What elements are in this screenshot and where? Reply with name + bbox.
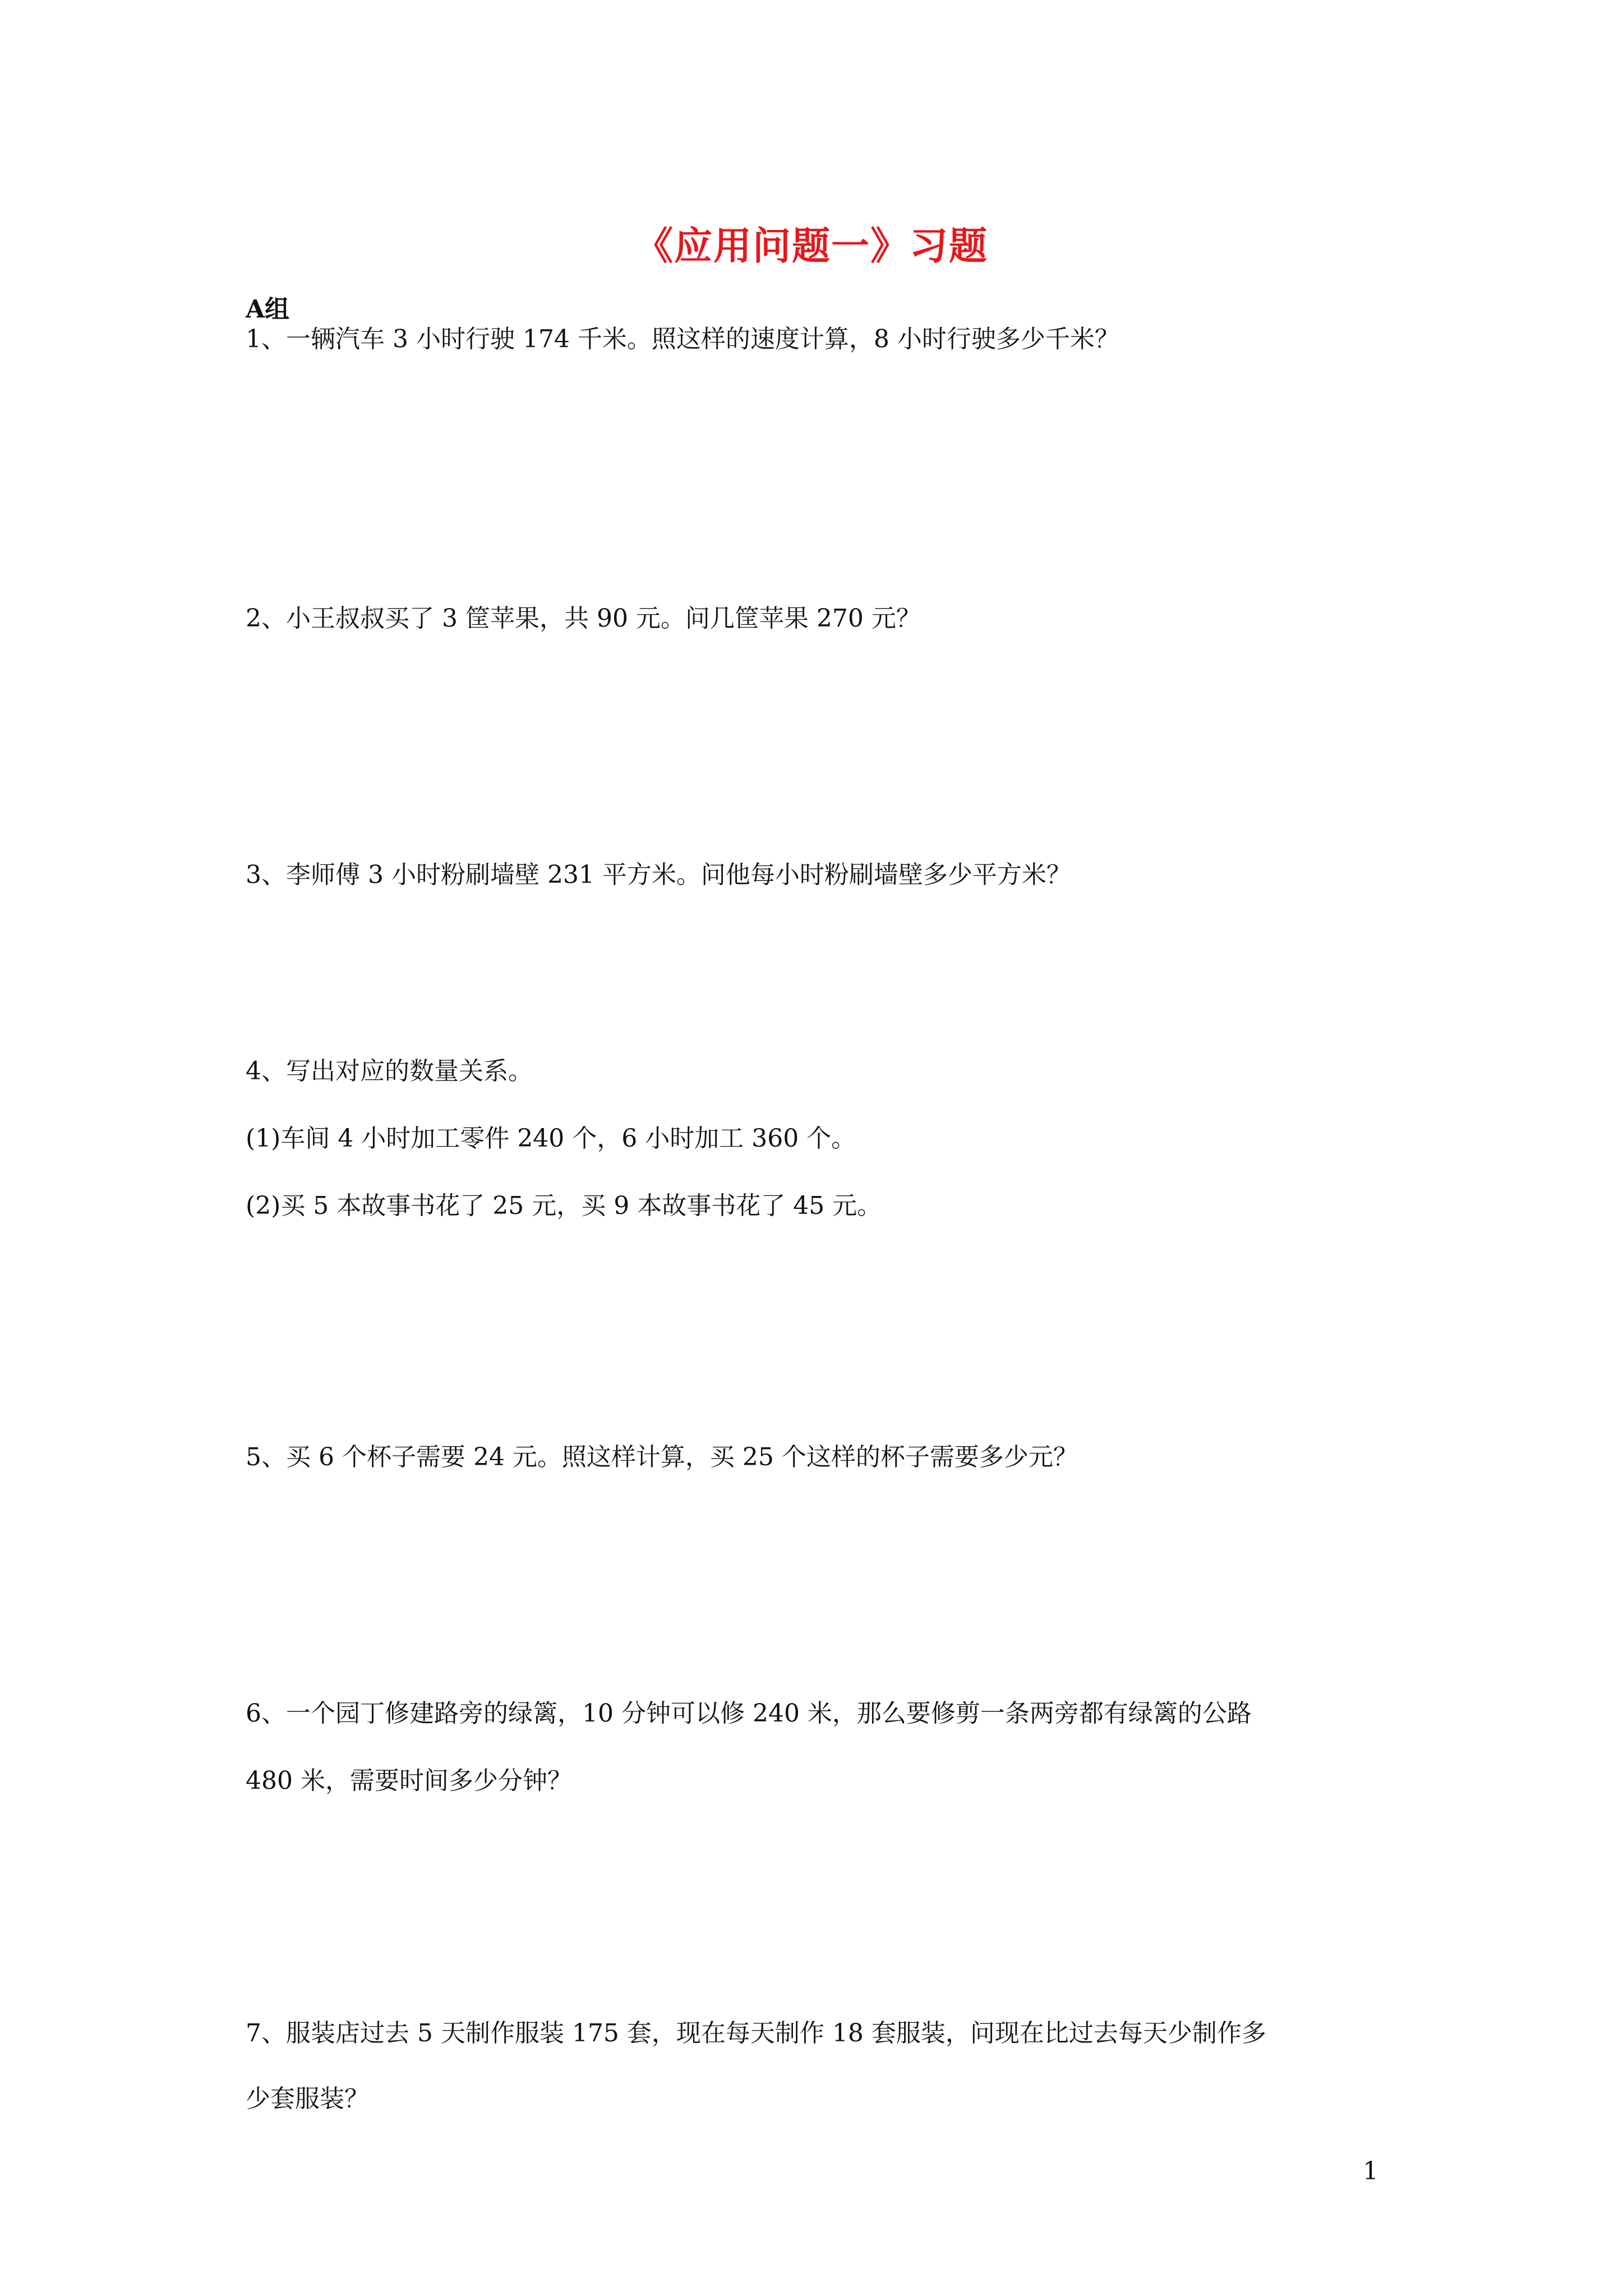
question-6-line-1: 6、一个园丁修建路旁的绿篱，10 分钟可以修 240 米，那么要修剪一条两旁都有绿篱的公路 [246, 1699, 1252, 1728]
page-number: 1 [1363, 2157, 1378, 2185]
question-5-line-1: 5、买 6 个杯子需要 24 元。照这样计算，买 25 个这样的杯子需要多少元？ [246, 1443, 1078, 1471]
question-7-line-2: 少套服装？ [246, 2085, 369, 2113]
document-title: 《应用问题一》习题 [634, 224, 988, 269]
question-3-line-1: 3、李师傅 3 小时粉刷墙壁 231 平方米。问他每小时粉刷墙壁多少平方米？ [246, 861, 1071, 889]
question-1-line-1: 1、一辆汽车 3 小时行驶 174 千米。照这样的速度计算，8 小时行驶多少千米？ [246, 325, 1119, 353]
question-2-line-1: 2、小王叔叔买了 3 筐苹果，共 90 元。问几筐苹果 270 元？ [246, 604, 921, 633]
question-4-line-3: (2)买 5 本故事书花了 25 元，买 9 本故事书花了 45 元。 [246, 1191, 882, 1220]
question-4-line-2: (1)车间 4 小时加工零件 240 个，6 小时加工 360 个。 [246, 1124, 856, 1153]
question-7-line-1: 7、服装店过去 5 天制作服装 175 套，现在每天制作 18 套服装，问现在比过去每天少制作多 [246, 2019, 1266, 2047]
question-4-line-1: 4、写出对应的数量关系。 [246, 1057, 533, 1085]
group-label: A组 [246, 295, 290, 324]
question-6-line-2: 480 米，需要时间多少分钟？ [246, 1766, 572, 1795]
